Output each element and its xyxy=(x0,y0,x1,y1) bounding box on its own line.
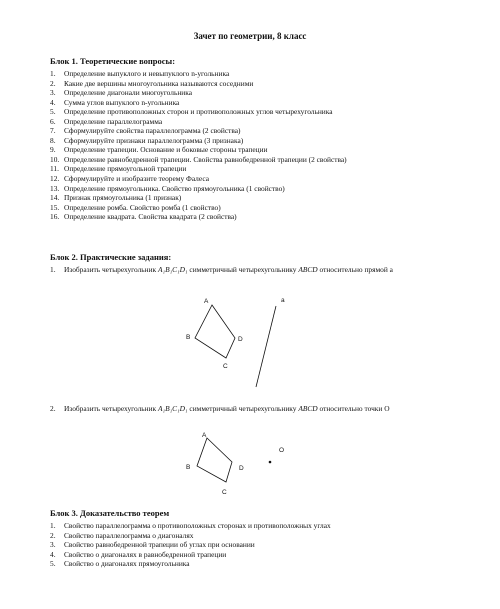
item-text: Сформулируйте свойства параллелограмма (2 свойства) xyxy=(64,126,241,136)
item-number: 1. xyxy=(50,69,56,78)
center-point-o xyxy=(269,461,272,464)
task1-diagram xyxy=(186,297,285,387)
item-number: 12. xyxy=(50,174,60,184)
item-text: Определение равнобедренной трапеции. Свойства равнобедренной трапеции (2 свойства) xyxy=(64,154,347,164)
item-number: 9. xyxy=(50,145,56,155)
block-practice-task2 xyxy=(50,404,450,414)
item-number: 2. xyxy=(50,78,56,88)
item-number: 11. xyxy=(50,164,59,174)
vertex-label-b: B xyxy=(186,334,191,341)
item-number: 7. xyxy=(50,126,56,136)
item-number: 3. xyxy=(50,540,56,550)
vertex-label-a-2: A xyxy=(202,432,207,439)
item-text: Определение ромба. Свойство ромба (1 свойство) xyxy=(64,202,221,212)
task-text-mid: симметричный четырехугольнику xyxy=(187,404,299,413)
item-number: 8. xyxy=(50,135,56,145)
task-number: 1. xyxy=(50,265,56,274)
proof-item xyxy=(50,559,450,569)
page-title: Зачет по геометрии, 8 класс xyxy=(193,31,307,41)
figure-name: A₁B₁C₁D₁ xyxy=(158,265,188,274)
proof-item xyxy=(50,531,450,541)
item-number: 6. xyxy=(50,116,56,126)
task-number: 2. xyxy=(50,404,56,413)
item-text: Определение параллелограмма xyxy=(64,116,163,126)
item-text: Определение прямоугольной трапеции xyxy=(64,164,187,174)
proof-list xyxy=(50,521,450,569)
item-text: Определение противоположных сторон и противоположных углов четырехугольника xyxy=(64,107,333,117)
item-text: Свойство о диагоналях в равнобедренной трапеции xyxy=(64,549,227,559)
item-text: Сформулируйте признаки параллелограмма (3 признака) xyxy=(64,135,244,145)
vertex-label-d: D xyxy=(238,336,243,343)
item-number: 10. xyxy=(50,154,60,164)
item-number: 1. xyxy=(50,521,56,530)
quadrilateral-abcd-2 xyxy=(197,438,232,482)
item-number: 16. xyxy=(50,212,60,222)
original-figure-name: ABCD xyxy=(298,265,318,274)
figure-name: A₁B₁C₁D₁ xyxy=(158,404,188,413)
proof-item xyxy=(50,550,450,560)
original-figure-name: ABCD xyxy=(298,404,318,413)
item-number: 13. xyxy=(50,183,60,193)
task-text-start: Изобразить четырехугольник xyxy=(64,265,158,274)
item-number: 5. xyxy=(50,559,56,569)
item-text: Сформулируйте и изобразите теорему Фалеса xyxy=(64,174,209,184)
item-text: Определение трапеции. Основание и боковые стороны трапеции xyxy=(64,145,268,155)
task-text-start: Изобразить четырехугольник xyxy=(64,404,158,413)
item-text: Определение выпуклого и невыпуклого n-угольника xyxy=(64,69,230,78)
item-number: 15. xyxy=(50,202,60,212)
block-practice-title: Блок 2. Практические задания: xyxy=(50,252,172,262)
task-text-mid: симметричный четырехугольнику xyxy=(187,265,299,274)
proof-item xyxy=(50,540,450,550)
item-text: Определение прямоугольника. Свойство прямоугольника (1 свойство) xyxy=(64,183,285,193)
block-theory-title: Блок 1. Теоретические вопросы: xyxy=(50,56,176,66)
item-number: 3. xyxy=(50,88,56,98)
practice-task-2 xyxy=(50,404,450,414)
item-text: Свойство параллелограмма о диагоналях xyxy=(64,530,194,540)
item-text: Свойство равнобедренной трапеции об углах при основании xyxy=(64,540,255,550)
item-text: Какие две вершины многоугольника называются соседними xyxy=(64,78,254,88)
quadrilateral-abcd xyxy=(195,305,235,358)
item-text: Сумма углов выпуклого n-угольника xyxy=(64,97,180,107)
item-text: Свойство параллелограмма о противоположных сторонах и противоположных углах xyxy=(64,521,331,530)
task-text-end: относительно точки О xyxy=(317,404,390,413)
vertex-label-b-2: B xyxy=(186,464,191,471)
block-proofs-title: Блок 3. Доказательство теорем xyxy=(50,508,170,518)
vertex-label-a: A xyxy=(204,298,209,305)
item-text: Определение квадрата. Свойства квадрата (2 свойства) xyxy=(64,212,237,222)
item-text: Свойство о диагоналях прямоугольника xyxy=(64,559,190,569)
symmetry-line-a xyxy=(256,306,276,387)
item-number: 4. xyxy=(50,549,56,559)
item-number: 14. xyxy=(50,193,60,203)
item-number: 4. xyxy=(50,97,56,107)
vertex-label-d-2: D xyxy=(239,465,244,472)
item-number: 2. xyxy=(50,530,56,540)
task2-diagram xyxy=(186,432,284,496)
task-text-end: относительно прямой а xyxy=(317,265,393,274)
item-text: Определение диагонали многоугольника xyxy=(64,88,193,98)
vertex-label-c-2: C xyxy=(222,489,227,496)
line-label-a: a xyxy=(281,297,285,304)
block-proofs xyxy=(50,508,450,569)
proof-item xyxy=(50,521,450,531)
point-label-o: O xyxy=(279,447,285,454)
item-number: 5. xyxy=(50,107,56,117)
item-text: Признак прямоугольника (1 признак) xyxy=(64,193,182,203)
vertex-label-c: C xyxy=(223,363,228,370)
